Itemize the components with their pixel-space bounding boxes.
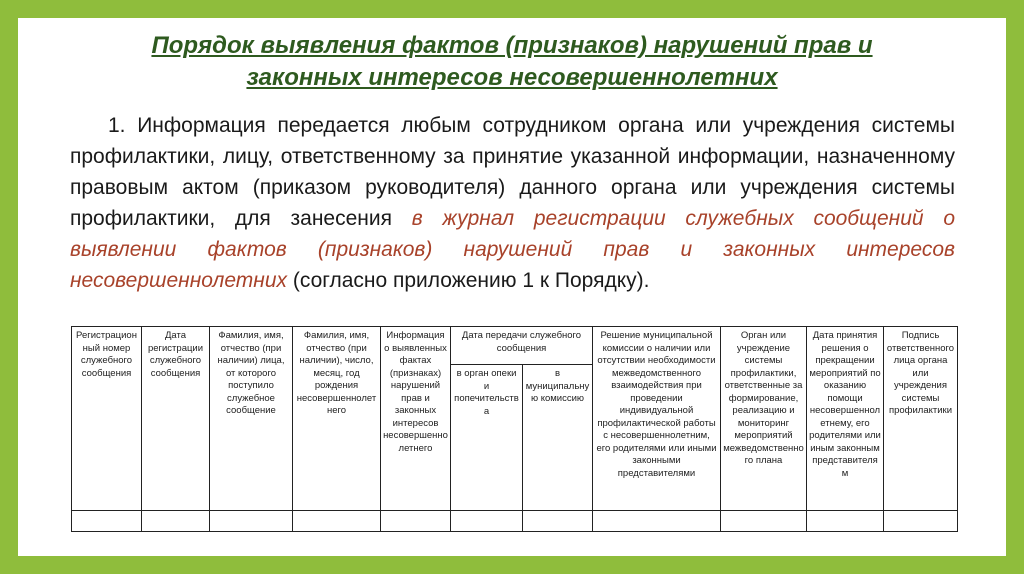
header-sender-name: Фамилия, имя, отчество (при наличии) лица, от которого поступило служебное сообщение (210, 327, 293, 511)
table-cell (72, 511, 142, 532)
table-cell (142, 511, 210, 532)
slide-title (18, 30, 1006, 94)
table-cell (451, 511, 523, 532)
table-row (72, 511, 958, 532)
table-cell (593, 511, 721, 532)
paragraph-text-1: 1. Информация передается любым сотрудником органа или учреждения системы профилактики, лицу, ответственному за принятие указанной информации, назначенному правовым актом (приказом руководителя) данного органа или учреждения системы профилактики, для занесения (70, 114, 955, 230)
table-cell (807, 511, 884, 532)
header-reg-date: Дата регистрации служебного сообщения (142, 327, 210, 511)
header-minor-name: Фамилия, имя, отчество (при наличии), число, месяц, год рождения несовершеннолетнего (293, 327, 381, 511)
table-cell (523, 511, 593, 532)
header-termination-date: Дата принятия решения о прекращении мероприятий по оказанию помощи несовершеннолетнему, его родителями или иным законным представителям (807, 327, 884, 511)
header-commission-decision: Решение муниципальной комиссии о наличии или отсутствии необходимости межведомственного взаимодействия при проведении индивидуальной профилактической работы с несовершеннолетним, его родителями или иными законными представителями (593, 327, 721, 511)
table-cell (381, 511, 451, 532)
header-transfer-date: Дата передачи служебного сообщения (451, 327, 593, 365)
header-responsible-body: Орган или учреждение системы профилактики, ответственные за формирование, реализацию и мониторинг мероприятий межведомственного плана (721, 327, 807, 511)
subheader-guardianship: в орган опеки и попечительства (451, 365, 523, 511)
table-cell (721, 511, 807, 532)
header-violation-info: Информация о выявленных фактах (признаках) нарушений прав и законных интересов несовершеннолетнего (381, 327, 451, 511)
title-line-1: Порядок выявления фактов (признаков) нарушений прав и (151, 32, 873, 59)
slide (18, 18, 1006, 556)
table-cell (293, 511, 381, 532)
paragraph-text-2: (согласно приложению 1 к Порядку). (287, 269, 650, 292)
body-paragraph (70, 110, 955, 296)
subheader-commission: в муниципальную комиссию (523, 365, 593, 511)
title-line-2: законных интересов несовершеннолетних (246, 64, 778, 91)
table-cell (210, 511, 293, 532)
paragraph-highlight: в журнал регистрации служебных сообщений о выявлении фактов (признаков) нарушений прав и законных интересов несовершеннолетних (70, 207, 955, 292)
registration-table (71, 326, 958, 532)
header-signature: Подпись ответственного лица органа или учреждения системы профилактики (884, 327, 958, 511)
table-cell (884, 511, 958, 532)
header-reg-number: Регистрационный номер служебного сообщения (72, 327, 142, 511)
